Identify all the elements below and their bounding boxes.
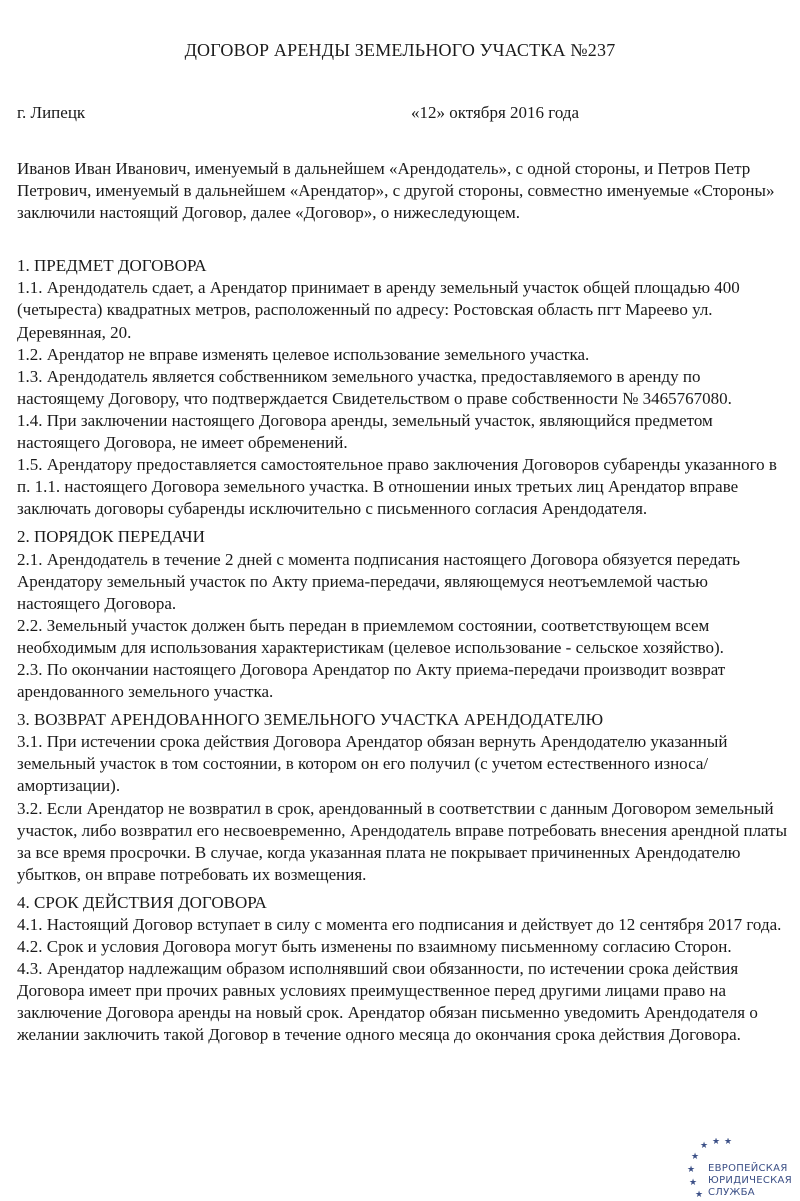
clause: 3.1. При истечении срока действия Договора Арендатор обязан вернуть Арендодателю указанный земельный участок в том состоянии, в котором он его получил (с учетом естественного износа/амортизации).	[17, 732, 728, 796]
logo-line: ЕВРОПЕЙСКАЯ	[708, 1163, 788, 1174]
svg-text:★: ★	[687, 1165, 696, 1175]
svg-text:★: ★	[695, 1190, 704, 1200]
section-heading: 3. ВОЗВРАТ АРЕНДОВАННОГО ЗЕМЕЛЬНОГО УЧАСТКА АРЕНДОДАТЕЛЮ	[17, 710, 604, 730]
section-heading: 4. СРОК ДЕЙСТВИЯ ДОГОВОРА	[17, 892, 267, 912]
svg-text:★: ★	[712, 1138, 721, 1147]
document-city: г. Липецк	[17, 103, 86, 122]
svg-text:★: ★	[724, 1138, 733, 1147]
logo-line: СЛУЖБА	[708, 1187, 755, 1198]
clause: 3.2. Если Арендатор не возвратил в срок, арендованный в соответствии с данным Договором земельный участок, либо возвратил его несвоевременно, Арендодатель вправе потребовать внесения арендной платы за все время просрочки. В случае, когда указанная плата не покрывает причиненных Арендодателю убытков, он вправе потребовать их возмещения.	[17, 798, 788, 884]
clause: 2.2. Земельный участок должен быть передан в приемлемом состоянии, соответствующем всем необходимым для использования характеристикам (целевое использование - сельское хозяйство).	[17, 615, 724, 657]
section-heading: 2. ПОРЯДОК ПЕРЕДАЧИ	[17, 527, 205, 547]
logo-text	[708, 1163, 792, 1199]
clause: 1.2. Арендатор не вправе изменять целевое использование земельного участка.	[17, 344, 590, 364]
clause: 2.1. Арендодатель в течение 2 дней с момента подписания настоящего Договора обязуется передать Арендатору земельный участок по Акту приема-передачи, являющемуся неотъемлемой частью настоящего Договора.	[17, 549, 740, 613]
svg-text:★: ★	[689, 1178, 698, 1188]
section-term	[17, 892, 787, 1047]
clause: 1.4. При заключении настоящего Договора аренды, земельный участок, являющийся предметом настоящего Договора, не имеет обременений.	[17, 410, 713, 453]
section-transfer	[17, 526, 787, 703]
clause: 4.2. Срок и условия Договора могут быть изменены по взаимному письменному согласию Сторон.	[17, 937, 732, 957]
clause: 1.3. Арендодатель является собственником земельного участка, предоставляемого в аренду по настоящему Договору, что подтверждается Свидетельством о праве собственности № 3465767080.	[17, 366, 732, 408]
clause: 1.1. Арендодатель сдает, а Арендатор принимает в аренду земельный участок общей площадью 400 (четыреста) квадратных метров, расположенный по адресу: Ростовская область пгт Мареево ул. Деревянная, 20.	[17, 278, 740, 342]
clause: 1.5. Арендатору предоставляется самостоятельное право заключения Договоров субаренды указанного в п. 1.1. настоящего Договора земельного участка. В отношении иных третьих лиц Арендатор вправе заключать договоры субаренды исключительно с письменного согласия Арендодателя.	[17, 455, 777, 519]
svg-text:★: ★	[691, 1152, 700, 1162]
section-return	[17, 709, 787, 886]
svg-text:★: ★	[700, 1141, 709, 1151]
document-title: ДОГОВОР АРЕНДЫ ЗЕМЕЛЬНОГО УЧАСТКА №237	[184, 40, 616, 60]
clause: 2.3. По окончании настоящего Договора Арендатор по Акту приема-передачи производит возврат арендованного земельного участка.	[17, 659, 726, 702]
section-heading: 1. ПРЕДМЕТ ДОГОВОРА	[17, 256, 207, 276]
intro-paragraph: Иванов Иван Иванович, именуемый в дальнейшем «Арендодатель», с одной стороны, и Петров Петр Петрович, именуемый в дальнейшем «Арендатор», с другой стороны, совместно именуемые «Стороны» заключили настоящий Договор, далее «Договор», о нижеследующем.	[17, 159, 775, 223]
clause: 4.1. Настоящий Договор вступает в силу с момента его подписания и действует до 12 сентября 2017 года.	[17, 915, 782, 934]
section-subject	[17, 255, 787, 520]
document-body	[17, 158, 787, 1053]
clause: 4.3. Арендатор надлежащим образом исполнявший свои обязанности, по истечении срока действия Договора имеет при прочих равных условиях преимущественное перед другими лицами право на заключение Договора аренды на новый срок. Арендатор обязан письменно уведомить Арендодателя о желании заключить такой Договор в течение одного месяца до окончания срока действия Договора.	[17, 959, 758, 1045]
logo-line: ЮРИДИЧЕСКАЯ	[708, 1175, 792, 1186]
document-date: «12» октября 2016 года	[411, 103, 580, 122]
